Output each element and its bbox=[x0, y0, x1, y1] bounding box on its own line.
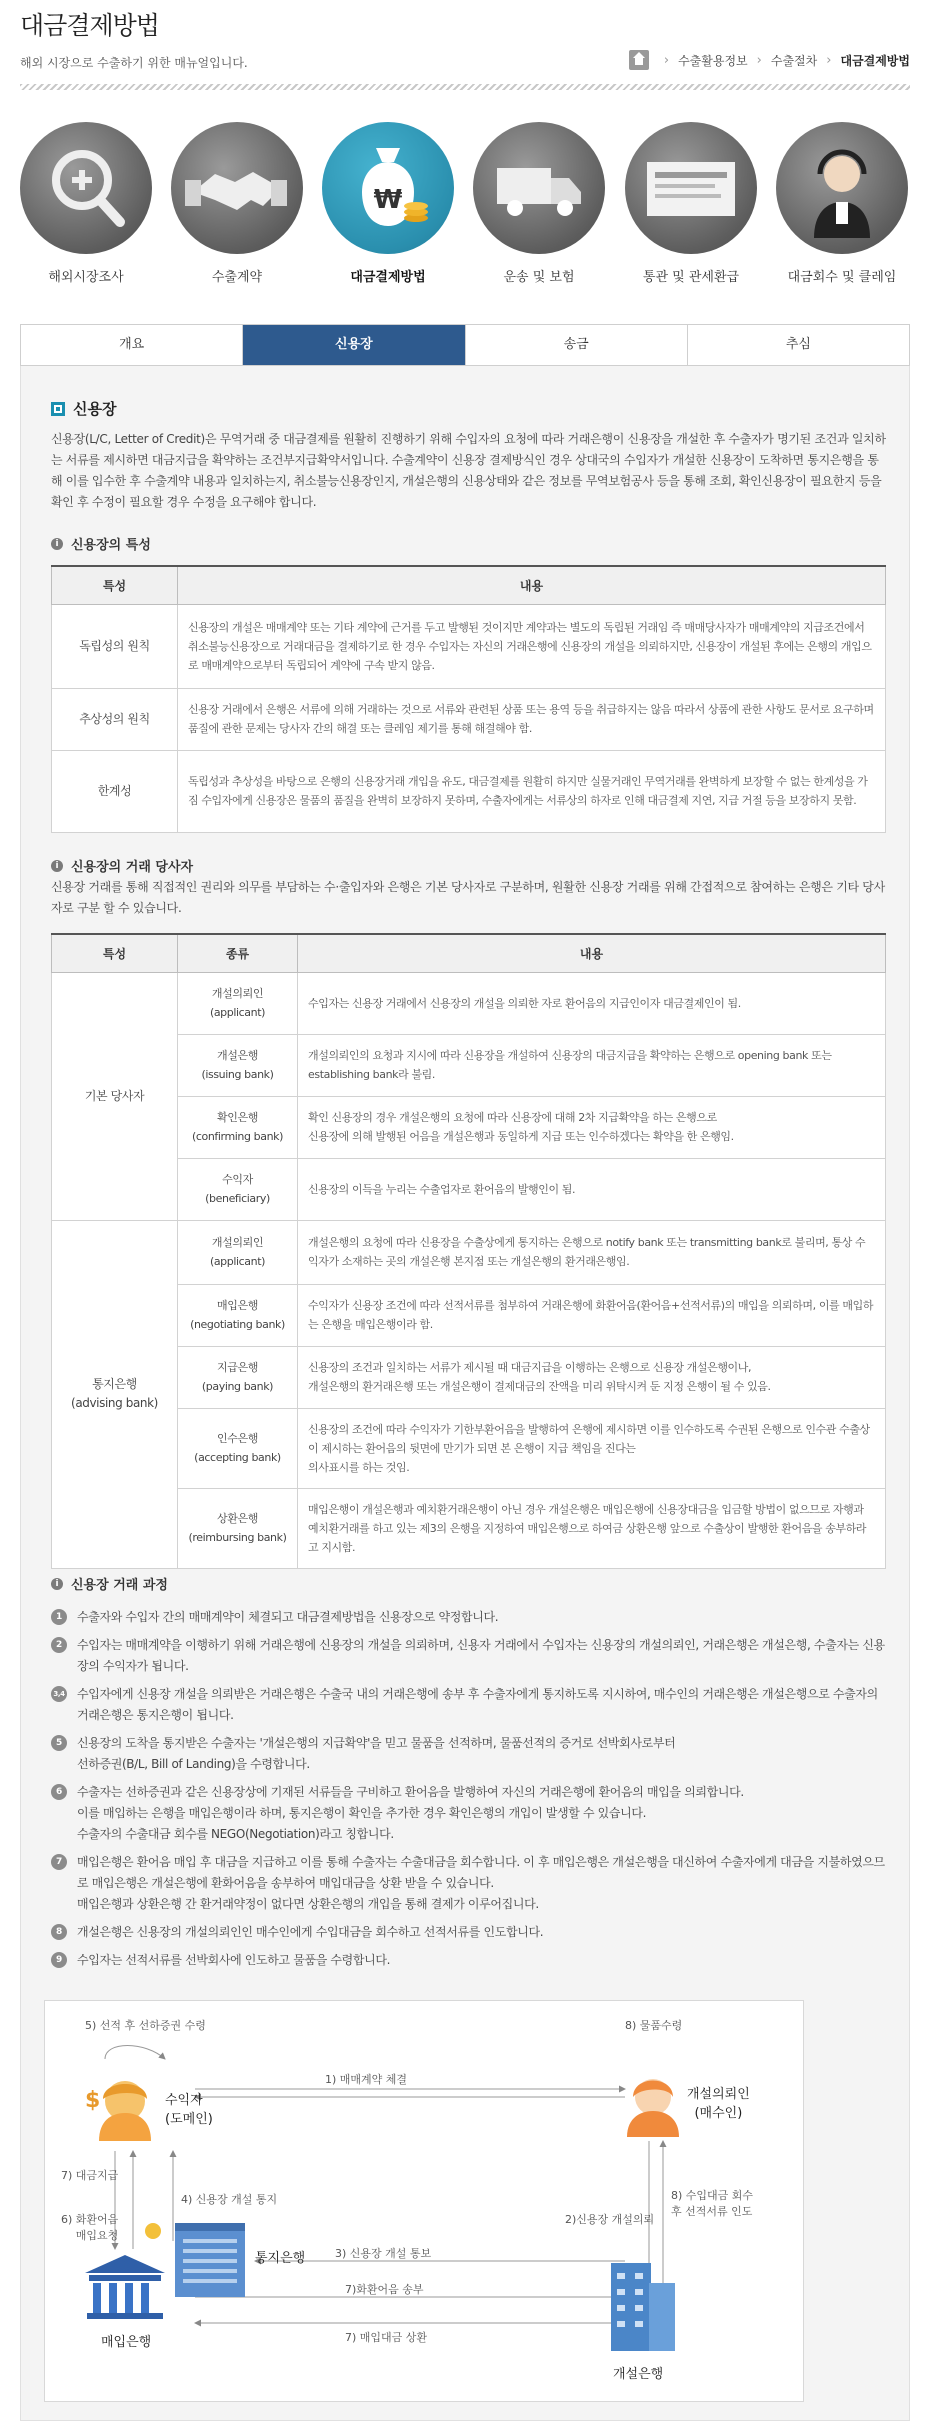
list-item bbox=[51, 1852, 886, 1915]
category-customs[interactable] bbox=[625, 122, 757, 285]
party-desc: 신용장의 조건에 따라 수익자가 기한부환어음을 발행하여 은행에 제시하면 이를 인수하도록 수권된 은행으로 인수관 수출상이 제시하는 환어음의 뒷면에 만기가 되면 본 은행이 지급 책임을 진다는 의사표시를 하는 것임. bbox=[298, 1408, 886, 1488]
feature-name: 독립성의 원칙 bbox=[52, 604, 178, 688]
page-header bbox=[20, 0, 910, 82]
step-text: 수입자에게 신용장 개설을 의뢰받은 거래은행은 수출국 내의 거래은행에 송부 후 수출자에게 통지하도록 지시하여, 매수인의 거래은행은 개설은행으로 수출자의 거래은행은 통지은행이 됩니다. bbox=[77, 1687, 878, 1722]
category-export-contract[interactable] bbox=[171, 122, 303, 285]
features-section bbox=[51, 534, 886, 833]
negotiating-bank-icon bbox=[85, 2255, 165, 2319]
party-kind: 상환은행 (reimbursing bank) bbox=[178, 1488, 298, 1568]
table-header: 특성 bbox=[52, 566, 178, 604]
feature-desc: 독립성과 추상성을 바탕으로 은행의 신용장거래 개입을 유도, 대금결제를 원활히 하지만 실물거래인 무역거래를 완벽하게 보장할 수 없는 한계성을 가짐 수입자에게 신용장은 물품의 품질을 완벽히 보장하지 못하며, 수출자에게는 서류상의 하자로 인해 대금결제 지연, 지급 거절 등을 보장하지 못함. bbox=[178, 750, 886, 832]
party-group: 기본 당사자 bbox=[52, 972, 178, 1220]
party-kind: 매입은행 (negotiating bank) bbox=[178, 1284, 298, 1346]
category-payment-method[interactable] bbox=[322, 122, 454, 285]
table-header: 종류 bbox=[178, 934, 298, 972]
table-header: 특성 bbox=[52, 934, 178, 972]
subsection-title bbox=[51, 534, 886, 553]
party-desc: 확인 신용장의 경우 개설은행의 요청에 따라 신용장에 대해 2차 지급확약을 하는 은행으로 신용장에 의해 발행된 어음을 개설은행과 동일하게 지급 또는 인수하겠다는 확약을 한 은행임. bbox=[298, 1096, 886, 1158]
breadcrumb-item[interactable]: 수출활용정보 bbox=[678, 53, 748, 68]
party-desc: 신용장의 이득을 누리는 수출업자로 환어음의 발행인이 됨. bbox=[298, 1158, 886, 1220]
arrow-label: 4) 신용장 개설 통지 bbox=[181, 2193, 278, 2206]
category-transport-insurance[interactable] bbox=[473, 122, 605, 285]
info-icon: i bbox=[51, 538, 63, 550]
party-kind: 수익자 (beneficiary) bbox=[178, 1158, 298, 1220]
exporter-icon bbox=[85, 2081, 151, 2141]
step-number: 5 bbox=[51, 1735, 67, 1751]
intro-paragraph: 신용장(L/C, Letter of Credit)은 무역거래 중 대금결제를 원활히 진행하기 위해 수입자의 요청에 따라 거래은행이 신용장을 개설한 후 수출자가 명기된 조건과 일치하는 서류를 제시하면 대금지급을 확약하는 조건부지급확약서입니다. 수출계약이 신용장 결제방식인 경우 상대국의 수입자가 개설한 신용장이 도착하면 통지은행을 통해 이를 입수한 후 수출계약 내용과 일치하는지, 취소불능신용장인지, 개설은행의 신용상태와 같은 정보를 무역보험공사 등을 통해 조회, 확인신용장이 필요한지 등을 확인 후 수정이 필요할 경우 수정을 요구해야 합니다. bbox=[51, 432, 886, 509]
importer-label: 개설의뢰인 (매수인) bbox=[687, 2087, 750, 2121]
divider bbox=[20, 84, 910, 90]
category-label: 대금결제방법 bbox=[350, 270, 426, 285]
parties-section bbox=[51, 856, 886, 1569]
step-number: 9 bbox=[51, 1952, 67, 1968]
section-title bbox=[51, 398, 886, 419]
party-kind: 개설의뢰인 (applicant) bbox=[178, 1220, 298, 1284]
lc-process-diagram bbox=[44, 2000, 804, 2402]
table-row bbox=[52, 1034, 886, 1096]
table-row bbox=[52, 1408, 886, 1488]
chevron-right-icon: › bbox=[826, 52, 832, 68]
step-text: 수입자는 매매계약을 이행하기 위해 거래은행에 신용장의 개설을 의뢰하며, 신용자 거래에서 수입자는 신용장의 개설의뢰인, 거래은행은 개설은행, 수출자는 신용장의 수익자가 됩니다. bbox=[77, 1638, 885, 1673]
table-row bbox=[52, 604, 886, 688]
category-label: 대금회수 및 클레임 bbox=[787, 270, 897, 285]
handshake-icon bbox=[171, 122, 303, 254]
tab-overview[interactable]: 개요 bbox=[21, 325, 243, 365]
truck-icon bbox=[473, 122, 605, 254]
category-label: 해외시장조사 bbox=[48, 270, 124, 285]
subsection-title-text: 신용장의 거래 당사자 bbox=[71, 860, 194, 875]
page-subtitle: 해외 시장으로 수출하기 위한 매뉴얼입니다. bbox=[20, 56, 248, 70]
list-item bbox=[51, 1782, 886, 1845]
svg-text:$: $ bbox=[85, 2088, 101, 2113]
table-row bbox=[52, 1488, 886, 1568]
section-title-text: 신용장 bbox=[73, 400, 117, 418]
page-title: 대금결제방법 bbox=[20, 11, 159, 40]
party-desc: 개설은행의 요청에 따라 신용장을 수출상에게 통지하는 은행으로 notify bank 또는 transmitting bank로 불리며, 통상 수익자가 소재하는 곳의 개설은행 본지점 또는 개설은행의 환거래은행임. bbox=[298, 1220, 886, 1284]
table-row bbox=[52, 1220, 886, 1284]
subsection-title-text: 신용장 거래 과정 bbox=[71, 1578, 168, 1593]
square-bullet-icon bbox=[51, 402, 65, 416]
step-number: 7 bbox=[51, 1854, 67, 1870]
table-row bbox=[52, 972, 886, 1034]
step-number: 2 bbox=[51, 1637, 67, 1653]
party-desc: 수입자는 신용장 거래에서 신용장의 개설을 의뢰한 자로 환어음의 지급인이자 대금결제인이 됨. bbox=[298, 972, 886, 1034]
arrow-label: 5) 선적 후 선하증권 수령 bbox=[85, 2019, 206, 2032]
party-kind: 개설은행 (issuing bank) bbox=[178, 1034, 298, 1096]
tab-remittance[interactable]: 송금 bbox=[466, 325, 688, 365]
subsection-title-text: 신용장의 특성 bbox=[71, 538, 151, 553]
parties-table bbox=[51, 933, 886, 1569]
arrow-label: 6) 화환어음 매입요청 bbox=[61, 2213, 119, 2242]
list-item bbox=[51, 1607, 886, 1628]
table-row bbox=[52, 1158, 886, 1220]
table-header: 내용 bbox=[178, 566, 886, 604]
subsection-title bbox=[51, 856, 886, 875]
list-item bbox=[51, 1684, 886, 1726]
arrow-label: 3) 신용장 개설 통보 bbox=[335, 2247, 432, 2260]
category-collection-claims[interactable] bbox=[776, 122, 908, 285]
category-market-research[interactable] bbox=[20, 122, 152, 285]
headset-operator-icon bbox=[776, 122, 908, 254]
arrow-label: 7) 대금지급 bbox=[61, 2169, 119, 2182]
subsection-title bbox=[51, 1574, 886, 1593]
chevron-right-icon: › bbox=[756, 52, 762, 68]
step-text: 매입은행은 환어음 매입 후 대금을 지급하고 이를 통해 수출자는 수출대금을 회수합니다. 이 후 매입은행은 개설은행을 대신하여 수출자에게 대금을 지불하였으므로 매입은행은 개설은행에 환화어음을 송부하여 매입대금을 상환 받을 수 있습니다. 매입은행과 상환은행 간 환거래약정이 없다면 상환은행의 개입을 통해 결제가 이루어집니다. bbox=[77, 1855, 885, 1911]
feature-name: 추상성의 원칙 bbox=[52, 688, 178, 750]
table-row bbox=[52, 1284, 886, 1346]
step-number: 3,4 bbox=[51, 1686, 67, 1702]
party-kind: 인수은행 (accepting bank) bbox=[178, 1408, 298, 1488]
negotiating-bank-label: 매입은행 bbox=[101, 2335, 152, 2350]
table-row bbox=[52, 1096, 886, 1158]
arrow-label: 7)화환어음 송부 bbox=[345, 2283, 424, 2296]
category-label: 수출계약 bbox=[211, 270, 263, 285]
step-text: 수입자는 선적서류를 선박회사에 인도하고 물품을 수령합니다. bbox=[77, 1953, 391, 1967]
step-number: 6 bbox=[51, 1784, 67, 1800]
step-text: 신용장의 도착을 통지받은 수출자는 '개설은행의 지급확약'을 믿고 물품을 선적하며, 물품선적의 증거로 선박회사로부터 선하증권(B/L, Bill of Landing)을 수령합니다. bbox=[77, 1736, 676, 1771]
document-icon bbox=[625, 122, 757, 254]
tab-bar bbox=[20, 324, 910, 366]
importer-icon bbox=[627, 2079, 679, 2137]
magnifier-icon bbox=[20, 122, 152, 254]
parties-desc: 신용장 거래를 통해 직접적인 권리와 의무를 부담하는 수·출입자와 은행은 기본 당사자로 구분하며, 원활한 신용장 거래를 위해 간접적으로 참여하는 은행은 기타 당사자로 구분 할 수 있습니다. bbox=[51, 880, 885, 915]
party-kind: 개설의뢰인 (applicant) bbox=[178, 972, 298, 1034]
party-kind: 확인은행 (confirming bank) bbox=[178, 1096, 298, 1158]
home-icon[interactable] bbox=[629, 50, 649, 70]
breadcrumb-current: 대금결제방법 bbox=[840, 53, 910, 68]
tab-letter-of-credit[interactable]: 신용장 bbox=[243, 325, 465, 365]
party-group: 통지은행 (advising bank) bbox=[52, 1220, 178, 1568]
arrow-label: 2)신용장 개설의뢰 bbox=[565, 2213, 655, 2226]
list-item bbox=[51, 1922, 886, 1943]
table-row bbox=[52, 750, 886, 832]
step-number: 8 bbox=[51, 1924, 67, 1940]
party-desc: 개설의뢰인의 요청과 지시에 따라 신용장을 개설하여 신용장의 대금지급을 확약하는 은행으로 opening bank 또는 establishing bank라 불림. bbox=[298, 1034, 886, 1096]
arrow-label: 8) 수입대금 회수 후 선적서류 인도 bbox=[671, 2189, 754, 2218]
category-label: 통관 및 관세환급 bbox=[642, 270, 740, 285]
table-row bbox=[52, 688, 886, 750]
party-desc: 신용장의 조건과 일치하는 서류가 제시될 때 대금지급을 이행하는 은행으로 신용장 개설은행이나, 개설은행의 환거래은행 또는 개설은행이 결제대금의 잔액을 미리 위탁시켜 둔 지정 은행이 될 수 있음. bbox=[298, 1346, 886, 1408]
category-nav bbox=[20, 122, 910, 292]
advising-bank-icon bbox=[145, 2223, 245, 2297]
category-label: 운송 및 보험 bbox=[503, 270, 575, 285]
step-text: 수출자는 선하증권과 같은 신용장상에 기재된 서류들을 구비하고 환어음을 발행하여 자신의 거래은행에 환어음의 매입을 의뢰합니다. 이를 매입하는 은행을 매입은행이라 하며, 통지은행이 확인을 추가한 경우 확인은행의 개입이 발생할 수 있습니다. 수출자의 수출대금 회수를 NEGO(Negotiation)라고 칭합니다. bbox=[77, 1785, 744, 1841]
breadcrumb bbox=[629, 50, 910, 70]
step-text: 수출자와 수입자 간의 매매계약이 체결되고 대금결제방법을 신용장으로 약정합니다. bbox=[77, 1610, 499, 1624]
svg-text:₩: ₩ bbox=[373, 185, 403, 215]
feature-name: 한계성 bbox=[52, 750, 178, 832]
exporter-label: 수익자 (도메인) bbox=[165, 2093, 213, 2127]
features-table bbox=[51, 565, 886, 833]
table-row bbox=[52, 1346, 886, 1408]
list-item bbox=[51, 1733, 886, 1775]
feature-desc: 신용장의 개설은 매매계약 또는 기타 계약에 근거를 두고 발행된 것이지만 계약과는 별도의 독립된 거래임 즉 매매당사자가 매매계약의 지급조건에서 취소불능신용장으로 거래대금을 결제하기로 한 경우 수입자는 자신의 거래은행에 신용장의 개설을 의뢰하지만, 신용장이 개설된 후에는 은행의 개입으로 매매계약으로부터 독립되어 계약에 구속 받지 않음. bbox=[178, 604, 886, 688]
money-bag-icon bbox=[322, 122, 454, 254]
arrow-label: 1) 매매계약 체결 bbox=[325, 2073, 408, 2086]
list-item bbox=[51, 1950, 886, 1971]
table-header: 내용 bbox=[298, 934, 886, 972]
lc-section bbox=[51, 398, 886, 513]
party-kind: 지급은행 (paying bank) bbox=[178, 1346, 298, 1408]
arrow-label: 7) 매입대금 상환 bbox=[345, 2331, 428, 2344]
issuing-bank-icon bbox=[611, 2263, 675, 2351]
process-steps bbox=[51, 1607, 886, 1971]
feature-desc: 신용장 거래에서 은행은 서류에 의해 거래하는 것으로 서류와 관련된 상품 또는 용역 등을 취급하지는 않음 따라서 상품에 관한 사항도 문서로 요구하며 품질에 관한 문제는 당사자 간의 해결 또는 클레임 제기를 통해 해결해야 함. bbox=[178, 688, 886, 750]
process-section bbox=[51, 1574, 886, 1978]
breadcrumb-item[interactable]: 수출절차 bbox=[770, 53, 818, 68]
issuing-bank-label: 개설은행 bbox=[613, 2367, 664, 2382]
party-desc: 매입은행이 개설은행과 예치환거래은행이 아닌 경우 개설은행은 매입은행에 신용장대금을 입금할 방법이 없으므로 자행과 예치환거래를 하고 있는 제3의 은행을 지정하여 매입은행으로 하여금 상환은행 앞으로 수출상이 발행한 환어음을 송부하라고 지시함. bbox=[298, 1488, 886, 1568]
advising-bank-label: 통지은행 bbox=[255, 2251, 306, 2266]
info-icon: i bbox=[51, 1578, 63, 1590]
step-text: 개설은행은 신용장의 개설의뢰인인 매수인에게 수입대금을 회수하고 선적서류를 인도합니다. bbox=[77, 1925, 544, 1939]
step-number: 1 bbox=[51, 1609, 67, 1625]
info-icon: i bbox=[51, 860, 63, 872]
arrow-label: 8) 물품수령 bbox=[625, 2019, 683, 2032]
party-desc: 수익자가 신용장 조건에 따라 선적서류를 첨부하여 거래은행에 화환어음(환어음+선적서류)의 매입을 의뢰하며, 이를 매입하는 은행을 매입은행이라 함. bbox=[298, 1284, 886, 1346]
list-item bbox=[51, 1635, 886, 1677]
chevron-right-icon: › bbox=[663, 52, 670, 68]
tab-collection[interactable]: 추심 bbox=[688, 325, 909, 365]
